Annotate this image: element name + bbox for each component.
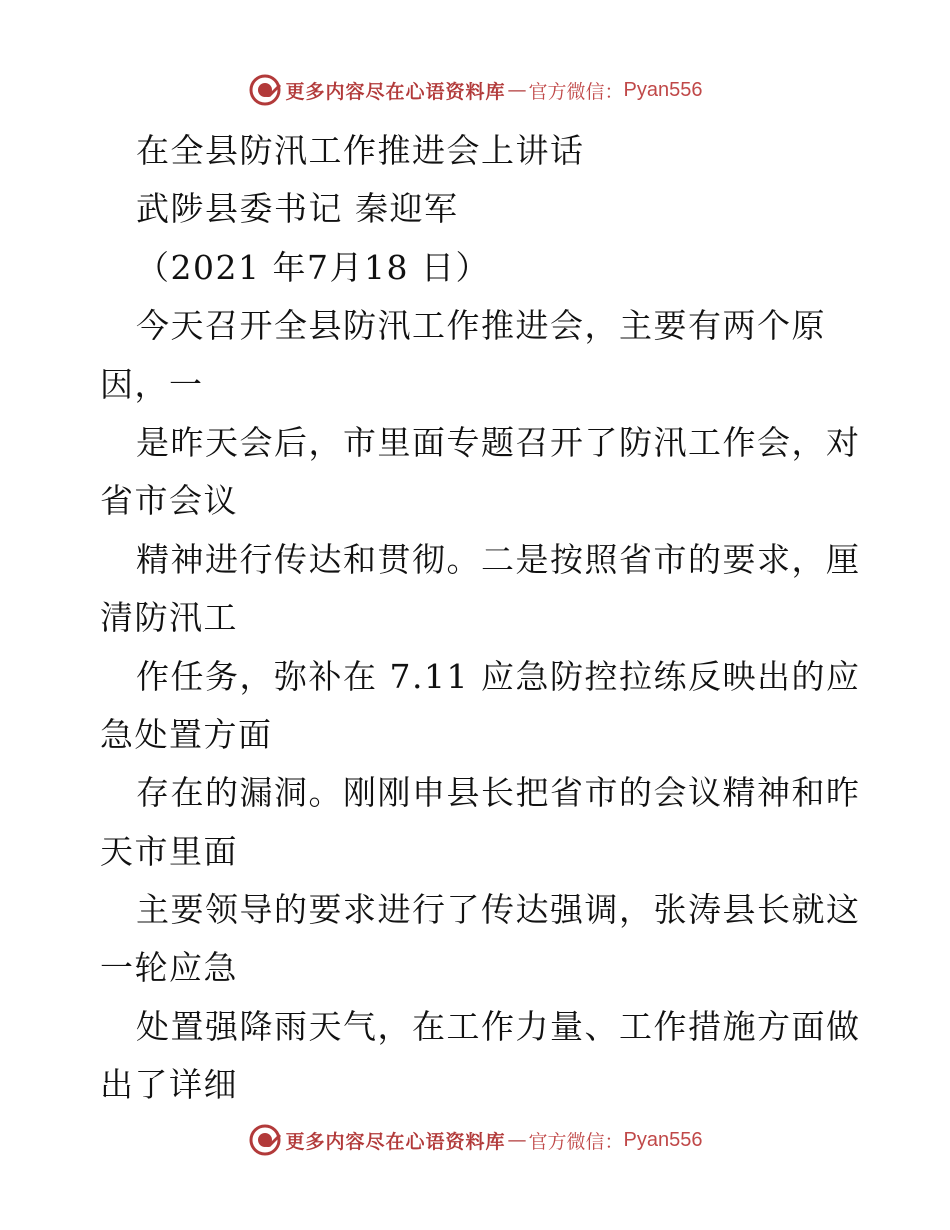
text-line: 今天召开全县防汛工作推进会，主要有两个原 (136, 306, 826, 346)
pen-logo-icon (248, 1123, 282, 1157)
text-line: 一轮应急 (100, 948, 238, 988)
footer-banner (0, 1120, 950, 1160)
document-date: （2021 年7月18 日） (136, 247, 490, 287)
text-line: 急处置方面 (100, 714, 273, 754)
text-line: 精神进行传达和贯彻。二是按照省市的要求，厘 (136, 539, 861, 579)
text-line: 因，一 (100, 364, 204, 404)
banner-dash: — (507, 1129, 527, 1151)
banner-dash: — (507, 79, 527, 101)
text-line: 处置强降雨天气，在工作力量、工作措施方面做 (136, 1006, 861, 1046)
text-line: 主要领导的要求进行了传达强调，张涛县长就这 (136, 890, 861, 930)
banner-wechat-id: Pyan556 (623, 78, 703, 101)
banner-wechat-id: Pyan556 (623, 1128, 703, 1151)
text-line: 省市会议 (100, 481, 238, 521)
text-line: 天市里面 (100, 831, 238, 871)
banner-wechat-label: 官方微信： (528, 1130, 624, 1153)
banner-wechat-label: 官方微信： (528, 80, 624, 103)
text-line: 作任务，弥补在 7.11 应急防控拉练反映出的应 (136, 656, 861, 696)
document-title: 在全县防汛工作推进会上讲话 (136, 131, 585, 170)
text-line: 是昨天会后，市里面专题召开了防汛工作会，对 (136, 422, 861, 462)
pen-logo-icon (248, 73, 282, 107)
document-author: 武陟县委书记 秦迎军 (136, 189, 459, 229)
document-body (100, 122, 860, 1115)
text-line: 出了详细 (100, 1065, 238, 1105)
text-line: 存在的漏洞。刚刚申县长把省市的会议精神和昨 (136, 773, 861, 813)
banner-brand-text: 更多内容尽在心语资料库 (285, 1130, 506, 1153)
text-line: 清防汛工 (100, 598, 238, 638)
header-banner (0, 70, 950, 110)
banner-brand-text: 更多内容尽在心语资料库 (285, 80, 506, 103)
